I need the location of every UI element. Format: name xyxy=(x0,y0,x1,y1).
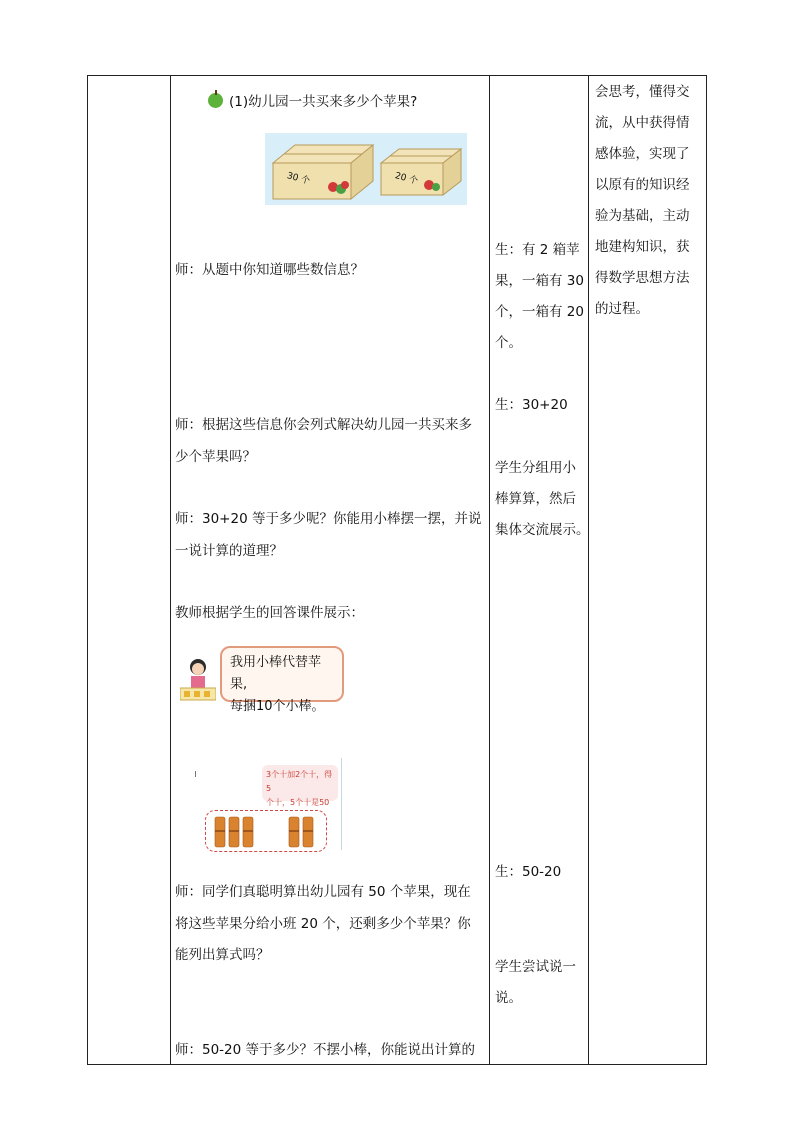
student-answer-1a: 生：有 2 箱苹 xyxy=(495,242,580,258)
column-divider xyxy=(489,76,490,1064)
bubble-line-1: 我用小棒代替苹果, xyxy=(230,655,322,692)
apple-icon xyxy=(208,93,223,108)
bubble-line-2: 每捆10个小棒。 xyxy=(230,699,325,714)
girl-illustration xyxy=(180,657,216,703)
box2-label: 20 个 xyxy=(393,171,419,187)
student-activity-3a: 学生分组用小 xyxy=(495,460,576,476)
column-divider xyxy=(170,76,171,1064)
teacher-question-5c: 能列出算式吗？ xyxy=(175,947,270,963)
divider-line xyxy=(341,758,342,850)
student-activity-3c: 集体交流展示。 xyxy=(495,522,590,538)
intent-line-7: 得数学思想方法 xyxy=(595,270,690,286)
teacher-instruction: 教师根据学生的回答课件展示： xyxy=(175,605,364,621)
teacher-question-3b: 一说计算的道理？ xyxy=(175,543,283,559)
student-answer-4: 生：50-20 xyxy=(495,864,562,880)
intent-line-5: 验为基础，主动 xyxy=(595,208,690,224)
student-activity-5b: 说。 xyxy=(495,990,522,1006)
teacher-question-5a: 师：同学们真聪明算出幼儿园有 50 个苹果，现在 xyxy=(175,884,471,900)
teacher-question-1: 师：从题中你知道哪些数信息？ xyxy=(175,262,364,278)
student-answer-1b: 果，一箱有 30 xyxy=(495,273,584,289)
sticks-bubble xyxy=(262,765,338,807)
question-heading xyxy=(208,90,417,110)
sticks-bubble-line-1: 3个十加2个十，得5 xyxy=(266,770,333,793)
student-answer-2: 生：30+20 xyxy=(495,397,568,413)
apple-boxes-illustration xyxy=(265,133,467,205)
bundles-svg xyxy=(206,811,326,851)
student-activity-3b: 棒算算，然后 xyxy=(495,491,576,507)
intent-line-2: 流，从中获得情 xyxy=(595,115,690,131)
speech-bubble xyxy=(220,646,344,714)
student-answer-1d: 个。 xyxy=(495,335,522,351)
student-activity-5a: 学生尝试说一 xyxy=(495,959,576,975)
intent-line-3: 感体验，实现了 xyxy=(595,146,690,162)
teacher-question-5b: 将这些苹果分给小班 20 个，还剩多少个苹果？你 xyxy=(175,916,471,932)
intent-line-6: 地建构知识，获 xyxy=(595,239,690,255)
teacher-question-2a: 师：根据这些信息你会列式解决幼儿园一共买来多 xyxy=(175,417,472,433)
teacher-question-2b: 少个苹果吗？ xyxy=(175,449,256,465)
teacher-question-3a: 师：30+20 等于多少呢？你能用小棒摆一摆，并说 xyxy=(175,511,482,527)
student-answer-1c: 个，一箱有 20 xyxy=(495,304,584,320)
intent-line-4: 以原有的知识经 xyxy=(595,177,690,193)
tick-mark xyxy=(195,771,196,777)
stick-bundles xyxy=(205,810,327,852)
teacher-question-6: 师：50-20 等于多少？不摆小棒，你能说出计算的 xyxy=(175,1042,476,1058)
intent-line-1: 会思考，懂得交 xyxy=(595,84,690,100)
box1-label: 30 个 xyxy=(285,171,311,187)
intent-line-8: 的过程。 xyxy=(595,301,649,317)
question-text: (1)幼儿园一共买来多少个苹果? xyxy=(229,94,418,110)
column-divider xyxy=(588,76,589,1064)
sticks-bubble-line-2: 个十，5个十是50 xyxy=(266,798,330,807)
